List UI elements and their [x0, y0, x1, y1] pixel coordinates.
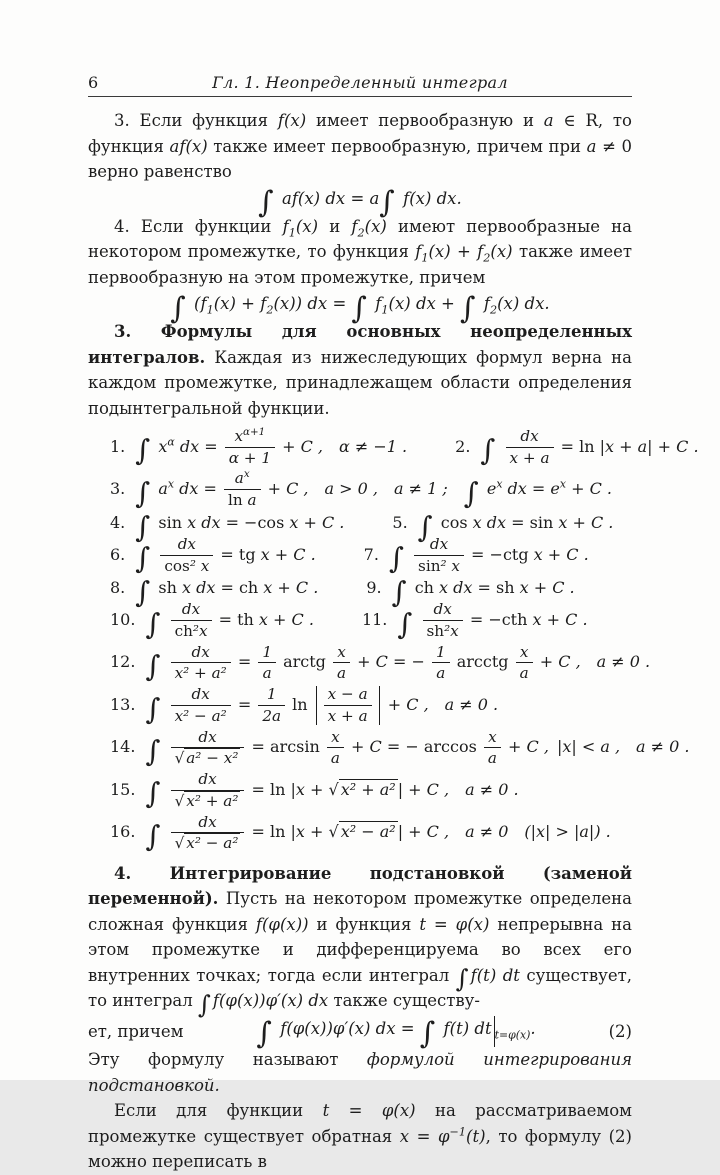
final-paragraph: Если для функции t = φ(x) на рассматриваемом промежутке существует обратная $x = \varphi^{-1}(t)$, то формулу (2) можно переписать в	[88, 1101, 632, 1172]
formula-item-7	[364, 536, 589, 574]
integral-sign: ∫	[135, 509, 151, 544]
integral-sign: ∫	[258, 185, 274, 221]
integral-sign: ∫	[145, 818, 161, 853]
radical-sign: √	[174, 749, 185, 768]
formula-expression: ∫ $\frac{dx}{\text{√ a² − x²}}$ = arcsin $\frac{x}{a}$ + C = − arccos $\frac{x}{a}$ + C , |x| < a , a ≠ 0 .	[145, 727, 690, 768]
formula-list	[88, 421, 699, 861]
integral-sign: ∫	[460, 290, 476, 326]
formula-number: 5.	[392, 512, 408, 532]
formula-item-14	[110, 729, 690, 767]
formula-item-10	[110, 601, 314, 639]
integral-sign: ∫	[417, 509, 433, 544]
formula-expression: ∫ $\frac{dx}{\text{cos² x}}$ = tg x + C .	[135, 534, 316, 576]
formula-item-5	[392, 509, 614, 544]
formula-item-2	[455, 428, 698, 466]
section3-heading: 3. Формулы для основных неопределенных интегралов.	[88, 322, 632, 367]
formula-item-9	[366, 574, 575, 609]
section3-paragraph	[88, 319, 632, 421]
running-title: Гл. 1. Неопределенный интеграл	[212, 73, 508, 92]
integral-sign: ∫	[391, 574, 407, 609]
equation-2-number: (2)	[608, 1022, 632, 1042]
formula-expression: ∫ $\frac{dx}{\text{sin² x}}$ = −ctg x + C .	[388, 534, 589, 576]
radical-sign: √	[328, 779, 339, 799]
formula-expression: ∫ $x^\alpha$ dx = $\frac{x^{\alpha+1}}{\alpha + 1}$ + C , α ≠ −1 .	[135, 425, 408, 468]
equation-linearity: ∫ af(x) dx = a∫ f(x) dx.	[258, 185, 462, 221]
integral-sign: ∫	[135, 574, 151, 609]
integral-sign: ∫	[135, 541, 151, 576]
formula-number: 10.	[110, 610, 136, 630]
section4-paragraph	[88, 861, 632, 1019]
integral-sign: ∫	[145, 649, 161, 684]
after-equation-2-paragraph	[88, 1047, 632, 1098]
formula-row	[88, 574, 632, 609]
formula-number: 16.	[110, 822, 136, 842]
formula-expression: ∫ $\frac{dx}{\text{x² − a²}}$ = $\frac{1}{2a}$ ln $\frac{x - a}{x + a}$ + C , a ≠ 0 .	[145, 685, 499, 726]
integral-sign: ∫	[197, 989, 211, 1019]
formula-item-15	[110, 771, 519, 809]
formula-expression: ∫ $\frac{dx}{\text{√ x² − a²}}$ = ln |x + √ x² − a² | + C , a ≠ 0 (|x| > |a|) .	[145, 812, 611, 853]
formula-item-8	[110, 574, 319, 609]
integral-sign: ∫	[135, 433, 151, 468]
section4-body: Пусть на некотором промежутке определена сложная функция f(φ(x)) и функция t = φ(x) непрерывна на этом промежутке и дифференцируема во всех его внутренних точках; тогда если интеграл ∫ f(t) dt существует, то интеграл ∫ f(φ(x))φ′(x) dx также существу-	[88, 889, 632, 1019]
formula-number: 4.	[110, 512, 126, 532]
formula-row	[88, 727, 690, 768]
integral-sign: ∫	[256, 1016, 272, 1051]
integral-sign: ∫	[463, 475, 479, 510]
formula-item-1	[110, 425, 408, 468]
after-eq2-regular-text: Эту формулу называют	[88, 1050, 367, 1070]
integral-sign: ∫	[145, 691, 161, 726]
integral-sign: ∫	[397, 606, 413, 641]
formula-item-16	[110, 814, 611, 852]
formula-item-6	[110, 536, 316, 574]
formula-number: 6.	[110, 544, 126, 564]
integral-sign: ∫	[145, 733, 161, 768]
formula-expression: ∫ $\frac{dx}{\text{√ x² + a²}}$ = ln |x + √ x² + a² | + C , a ≠ 0 .	[145, 770, 519, 811]
equation-2-lead-text: ет, причем	[88, 1022, 184, 1042]
integral-sign: ∫	[145, 606, 161, 641]
radical-sign: √	[174, 834, 185, 853]
formula-expression: ∫ sh x dx = ch x + C .	[135, 574, 319, 609]
formula-row	[88, 642, 651, 684]
formula-item-3	[110, 470, 612, 508]
formula-row	[88, 425, 699, 468]
formula-number: 8.	[110, 578, 126, 598]
integral-sign: ∫	[480, 433, 496, 468]
equation-additivity: ∫ $(f_1(x) + f_2(x))$ dx = ∫ $f_1(x)$ dx + ∫ $f_2(x)$ dx.	[170, 290, 550, 326]
integral-sign: ∫	[379, 185, 395, 221]
formula-row	[88, 814, 632, 852]
integral-sign: ∫	[351, 290, 368, 326]
formula-row	[88, 536, 632, 574]
formula-row	[88, 686, 632, 724]
formula-number: 13.	[110, 694, 136, 714]
formula-number: 2.	[455, 436, 471, 456]
formula-expression: ∫ sin x dx = −cos x + C .	[135, 509, 345, 544]
equation-2-row	[88, 1016, 632, 1051]
page-number: 6	[88, 73, 99, 92]
formula-expression: ∫ $\frac{dx}{\text{sh²x}}$ = −cth x + C .	[397, 600, 588, 641]
formula-item-11	[362, 601, 588, 639]
formula-row	[88, 509, 632, 544]
section3-body: Каждая из нижеследующих формул верна на каждом промежутке, принадлежащем области определения подынтегральной функции.	[88, 347, 632, 418]
integral-sign: ∫	[135, 475, 151, 510]
integral-sign: ∫	[145, 776, 161, 811]
formula-number: 9.	[366, 578, 382, 598]
formula-row	[88, 601, 632, 639]
page-header	[88, 70, 632, 97]
equation-substitution: ∫ f(φ(x))φ′(x) dx = ∫ f(t) dt $_{t=\varphi(x)}$.	[256, 1016, 536, 1051]
formula-item-13	[110, 686, 498, 724]
formula-number: 7.	[363, 544, 379, 564]
formula-expression: ∫ $a^x$ dx = $\frac{a^x}{\text{ln a}}$ + C , a > 0 , a ≠ 1 ; ∫ $e^x$ dx = $e^x + C$ .	[135, 468, 613, 510]
integral-sign: ∫	[170, 290, 186, 326]
paragraph-property-4: 4. Если функции $f_1(x)$ и $f_2(x)$ имеют первообразные на некотором промежутке, то функция $f_1(x) + f_2(x)$ также имеет первообразную на этом промежутке, причем	[88, 216, 633, 287]
formula-item-12	[110, 644, 650, 682]
formula-number: 1.	[110, 436, 126, 456]
formula-number: 15.	[110, 779, 136, 799]
formula-expression: ∫ $\frac{dx}{\text{ch²x}}$ = th x + C .	[145, 600, 314, 641]
formula-row	[88, 771, 632, 809]
after-eq2-italic-term: формулой интегрирования подстановкой.	[88, 1050, 632, 1095]
formula-expression: ∫ $\frac{dx}{x + a}$ = ln |x + a| + C .	[480, 427, 699, 468]
formula-expression: ∫ ch x dx = sh x + C .	[391, 574, 575, 609]
formula-number: 11.	[361, 610, 388, 630]
formula-number: 12.	[110, 652, 136, 672]
integral-sign: ∫	[388, 541, 404, 576]
paragraph-property-3: 3. Если функция f(x) имеет первообразную и a ∈ R, то функция af(x) также имеет первообразную, причем при a ≠ 0 верно равенство	[88, 111, 632, 181]
formula-row	[88, 470, 632, 508]
section4-heading: 4. Интегрирование подстановкой (заменой переменной).	[88, 863, 632, 909]
integral-sign: ∫	[419, 1016, 436, 1051]
formula-number: 14.	[110, 737, 136, 757]
formula-item-4	[110, 509, 345, 544]
formula-expression: ∫ cos x dx = sin x + C .	[417, 509, 614, 544]
integral-sign: ∫	[455, 964, 469, 994]
radical-sign: √	[328, 822, 339, 842]
formula-number: 3.	[110, 479, 126, 499]
formula-expression: ∫ $\frac{dx}{\text{x² + a²}}$ = $\frac{1}{a}$ arctg $\frac{x}{a}$ + C = − $\frac{1}{a}$ arcctg $\frac{x}{a}$ + C , a ≠ 0 .	[145, 642, 651, 684]
radical-sign: √	[174, 791, 185, 810]
